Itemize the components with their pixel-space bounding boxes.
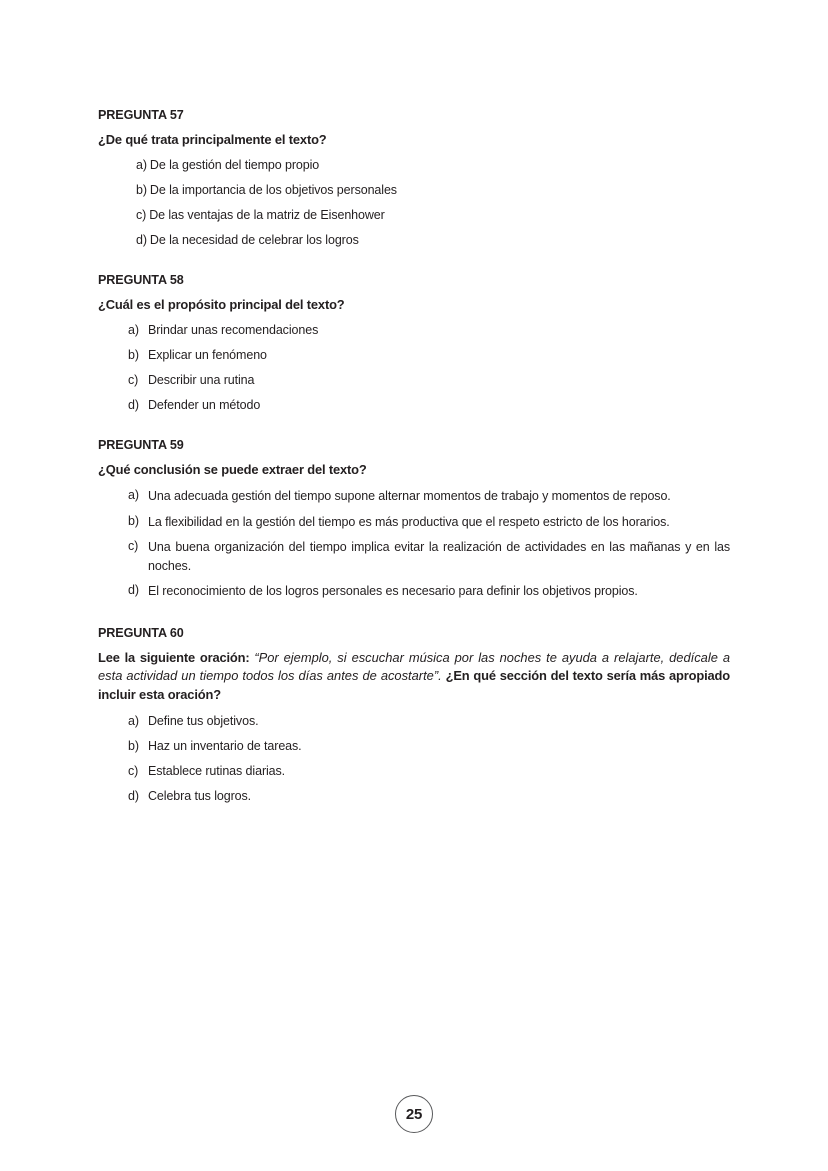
- page-number-badge: [395, 1095, 433, 1133]
- option-item[interactable]: [128, 513, 730, 532]
- option-letter: a): [136, 158, 147, 172]
- option-text: Defender un método: [148, 398, 261, 412]
- option-letter: c): [128, 539, 139, 553]
- options-list-60: [98, 713, 730, 804]
- option-item[interactable]: [128, 582, 730, 601]
- option-letter: b): [128, 739, 139, 753]
- option-text: De la gestión del tiempo propio: [149, 158, 320, 172]
- option-letter: a): [128, 714, 139, 728]
- option-text: Explicar un fenómeno: [148, 348, 267, 362]
- option-letter: b): [128, 513, 139, 528]
- option-text: Celebra tus logros.: [148, 789, 252, 803]
- stem-lead-in: Lee la siguiente oración:: [98, 649, 250, 665]
- stem-quoted-sentence: “Por ejemplo, si escuchar música por las noches te ayuda a relajarte, dedícale a esta actividad un tiempo todos los días antes de acostarte”.: [98, 649, 731, 683]
- option-item[interactable]: [128, 738, 730, 754]
- questions-container: [98, 107, 730, 813]
- option-text: De la necesidad de celebrar los logros: [149, 233, 359, 247]
- option-letter: b): [128, 348, 139, 362]
- option-text: Define tus objetivos.: [148, 714, 259, 728]
- option-text: Establece rutinas diarias.: [148, 764, 286, 778]
- option-letter: c): [128, 373, 139, 387]
- option-item[interactable]: [128, 713, 730, 729]
- option-item[interactable]: [136, 232, 730, 248]
- option-letter: d): [136, 233, 147, 247]
- option-letter: c): [128, 764, 139, 778]
- options-list-59: [98, 487, 730, 601]
- option-item[interactable]: [128, 372, 730, 388]
- option-text: De la importancia de los objetivos personales: [149, 183, 397, 197]
- stem-question-tail: ¿En qué sección del texto sería más apropiado incluir esta oración?: [98, 668, 730, 702]
- option-item[interactable]: [128, 487, 730, 506]
- option-letter: d): [128, 398, 139, 412]
- option-text: De las ventajas de la matriz de Eisenhower: [149, 208, 385, 222]
- options-list-57: [98, 157, 730, 248]
- option-text: Haz un inventario de tareas.: [148, 739, 302, 753]
- question-label-59: PREGUNTA 59: [98, 438, 184, 452]
- question-stem-59: ¿Qué conclusión se puede extraer del texto?: [98, 462, 367, 477]
- question-block-58: [98, 272, 730, 413]
- option-text: Una adecuada gestión del tiempo supone alternar momentos de trabajo y momentos de reposo.: [148, 489, 671, 503]
- question-block-60: [98, 625, 730, 805]
- question-label-58: PREGUNTA 58: [98, 273, 184, 287]
- question-label-60: PREGUNTA 60: [98, 625, 184, 640]
- option-item[interactable]: [136, 182, 730, 198]
- option-item[interactable]: [128, 347, 730, 363]
- question-label-57: PREGUNTA 57: [98, 108, 184, 122]
- option-item[interactable]: [128, 397, 730, 413]
- option-item[interactable]: [128, 538, 730, 575]
- option-letter: a): [128, 323, 139, 337]
- question-block-59: [98, 437, 730, 601]
- page-number: 25: [405, 1105, 423, 1123]
- option-text: El reconocimiento de los logros personales es necesario para definir los objetivos propios.: [148, 584, 638, 598]
- option-item[interactable]: [128, 763, 730, 779]
- option-letter: d): [128, 583, 139, 597]
- option-item[interactable]: [136, 157, 730, 173]
- option-item[interactable]: [128, 788, 730, 804]
- option-item[interactable]: [128, 322, 730, 338]
- option-letter: b): [136, 183, 147, 197]
- question-stem-58: ¿Cuál es el propósito principal del texto?: [98, 297, 345, 312]
- option-letter: c): [136, 208, 147, 222]
- options-list-58: [98, 322, 730, 413]
- question-stem-60: [98, 649, 730, 705]
- option-text: La flexibilidad en la gestión del tiempo es más productiva que el respeto estricto de los horarios.: [148, 514, 670, 529]
- option-letter: a): [128, 488, 139, 502]
- option-letter: d): [128, 789, 139, 803]
- option-text: Describir una rutina: [148, 373, 255, 387]
- option-item[interactable]: [136, 207, 730, 223]
- question-stem-57: ¿De qué trata principalmente el texto?: [98, 132, 327, 147]
- option-text: Brindar unas recomendaciones: [148, 323, 319, 337]
- option-text: Una buena organización del tiempo implica evitar la realización de actividades en las mañanas y en las noches.: [148, 540, 730, 573]
- question-block-57: [98, 107, 730, 248]
